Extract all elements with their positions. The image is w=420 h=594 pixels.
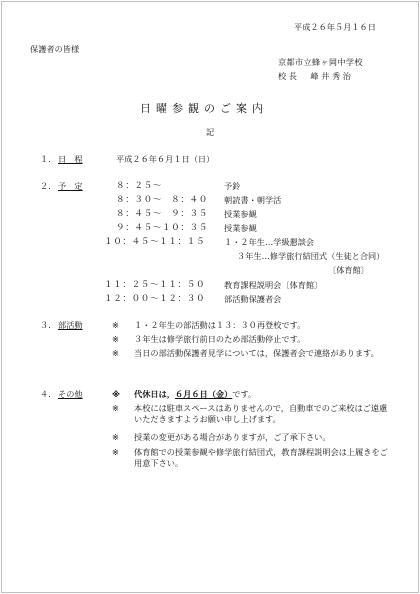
- section-2-number: ２.: [40, 181, 51, 191]
- note-text: 当日の部活動保護者見学については，保護者会で連絡があります。: [134, 348, 379, 358]
- note-text: １・２年生の部活動は１３：３０再登校です。: [134, 320, 306, 330]
- schedule-time: １１：２５～１１：５０: [104, 280, 206, 290]
- schedule-event: 朝読書・朝学活: [224, 195, 282, 205]
- note-mark: ※: [112, 348, 119, 358]
- schedule-event: 授業参観: [224, 223, 257, 233]
- schedule-event: 教育課程説明会〔体育館〕: [224, 280, 323, 290]
- note-text: ３年生は修学旅行前日のため部活動停止です。: [134, 334, 306, 344]
- section-3-label: 部活動: [58, 320, 83, 330]
- section-1-label: 日 程: [58, 154, 83, 164]
- holiday-tail: です。: [232, 389, 257, 399]
- date-line: 平成２６年５月１６日: [294, 22, 376, 32]
- schedule-event: 〔体育館〕: [328, 265, 369, 275]
- section-4-number: ４.: [40, 389, 51, 399]
- schedule-time: ８：３０～ ８：４０: [116, 195, 208, 205]
- schedule-event: ３年生…修学旅行結団式（生徒と合同）: [237, 251, 385, 261]
- page-title: 日曜参観のご案内: [140, 102, 268, 115]
- section-1-text: 平成２６年６月１日（日）: [116, 154, 215, 164]
- schedule-time: ９：４５～１０：３５: [116, 223, 208, 233]
- note-mark: ※: [112, 432, 119, 442]
- section-3-number: ３.: [40, 320, 51, 330]
- note-mark: ※: [112, 334, 119, 344]
- note-mark: ※: [112, 403, 119, 413]
- ki-mark: 記: [206, 127, 215, 137]
- section-4-label: その他: [58, 389, 83, 399]
- school-name: 京都市立蜂ヶ岡中学校: [278, 57, 363, 67]
- holiday-note: [134, 389, 256, 400]
- note-mark: ※: [112, 447, 119, 457]
- page: [1, 1, 419, 593]
- schedule-event: １・２年生…学級懇談会: [224, 237, 315, 247]
- schedule-event: 授業参観: [224, 209, 257, 219]
- note-text: 体育館での授業参観や修学旅行結団式，教育課程説明会は上履きをご用意下さい。: [134, 447, 388, 468]
- section-1-number: １.: [40, 154, 51, 164]
- note-mark: ※: [112, 320, 119, 330]
- principal-name: 校長 峰井秀治: [278, 71, 354, 81]
- section-2-label: 予 定: [58, 181, 83, 191]
- schedule-event: 予鈴: [224, 181, 241, 191]
- note-text: 授業の変更がある場合がありますが，ご了承下さい。: [134, 432, 331, 442]
- note-text: 本校には駐車スペースはありませんので，自動車でのご来校はご遠慮いただきますようお願い申し上げます。: [134, 403, 388, 424]
- schedule-time: １２：００～１２：３０: [104, 294, 206, 304]
- schedule-time: ８：４５～ ９：３５: [116, 209, 208, 219]
- schedule-event: 部活動保護者会: [224, 294, 282, 304]
- holiday-lead: 代休日は，: [134, 389, 175, 399]
- note-mark: ※: [112, 389, 120, 399]
- schedule-time: ８：２５～: [116, 181, 162, 191]
- schedule-time: １０：４５～１１：１５: [104, 237, 206, 247]
- holiday-date: ６月６日（金）: [174, 389, 233, 399]
- addressee: 保護者の皆様: [30, 44, 80, 54]
